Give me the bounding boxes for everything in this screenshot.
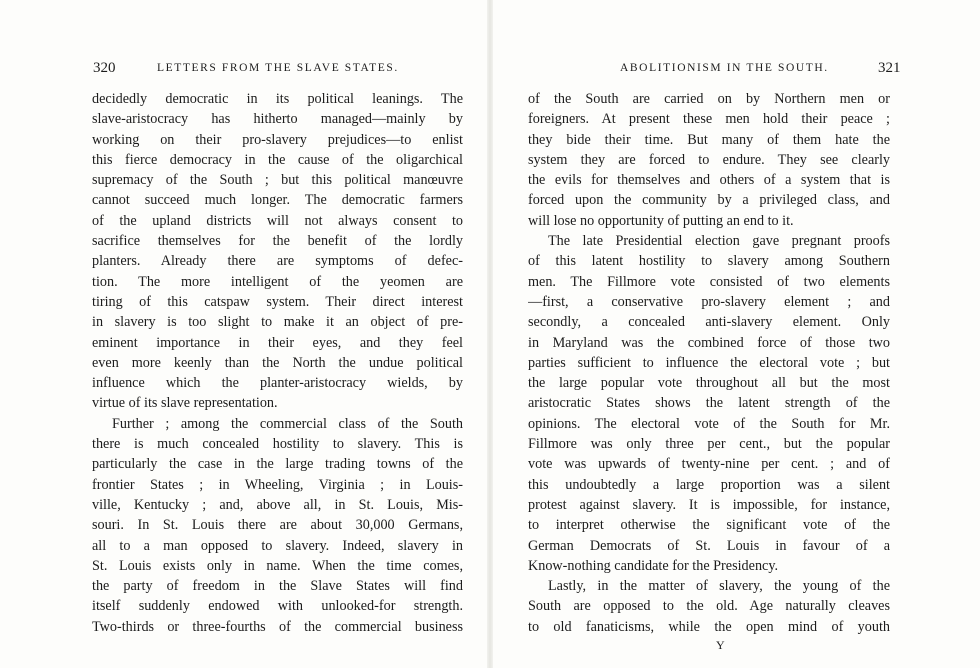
- text-line: this fierce democracy in the cause of the oligarchical: [92, 151, 463, 168]
- text-line: all to a man opposed to slavery. Indeed, slavery in: [92, 537, 463, 554]
- text-line: German Democrats of St. Louis in favour of a: [528, 537, 890, 554]
- text-line: will lose no opportunity of putting an end to it.: [528, 212, 794, 229]
- text-line: Further ; among the commercial class of the South: [112, 415, 463, 432]
- text-line: sacrifice themselves for the benefit of the lordly: [92, 233, 463, 250]
- text-line: decidedly democratic in its political leanings. The: [92, 91, 463, 107]
- text-line: secondly, a concealed anti-slavery element. Only: [528, 314, 890, 331]
- text-line: souri. In St. Louis there are about 30,000 Germans,: [92, 517, 463, 534]
- text-line: of the upland districts will not always consent to: [92, 212, 463, 229]
- text-line: tion. The more intelligent of the yeomen are: [92, 273, 463, 290]
- text-line: to old fanaticisms, while the open mind of youth: [528, 618, 890, 635]
- right-page: [490, 0, 980, 668]
- text-line: —first, a conservative pro-slavery element ; and: [528, 293, 890, 310]
- text-line: there is much concealed hostility to slavery. This is: [92, 436, 463, 453]
- text-line: opinions. The electoral vote of the South for Mr.: [528, 415, 890, 432]
- page-number: 321: [878, 60, 901, 76]
- running-head: ABOLITIONISM IN THE SOUTH.: [620, 62, 829, 74]
- text-line: South are opposed to the old. Age naturally cleaves: [528, 598, 890, 615]
- text-line: tiring of this catspaw system. Their direct interest: [92, 293, 463, 310]
- text-line: system they are forced to endure. They see clearly: [528, 151, 890, 168]
- text-line: influence which the planter-aristocracy wields, by: [92, 375, 463, 392]
- text-line: to interpret otherwise the significant vote of the: [528, 517, 890, 534]
- text-line: in slavery is too slight to make it an object of pre-: [92, 314, 463, 331]
- text-line: even more keenly than the North the undue political: [92, 354, 463, 371]
- text-line: in Maryland was the combined force of those two: [528, 334, 890, 351]
- text-line: parties sufficient to influence the electoral vote ; but: [528, 354, 890, 371]
- text-line: Two-thirds or three-fourths of the commercial business: [92, 618, 463, 635]
- text-line: aristocratic States shows the latent strength of the: [528, 395, 890, 412]
- text-line: the large popular vote throughout all but the most: [528, 375, 890, 392]
- text-line: men. The Fillmore vote consisted of two elements: [528, 273, 890, 290]
- text-line: working on their pro-slavery prejudices—to enlist: [92, 131, 463, 148]
- text-line: Know-nothing candidate for the Presidency.: [528, 557, 779, 574]
- text-line: The late Presidential election gave pregnant proofs: [548, 233, 890, 250]
- body-text: [528, 89, 890, 637]
- text-line: the evils for themselves and others of a system that is: [528, 172, 890, 189]
- body-text: [92, 89, 463, 637]
- text-line: cannot succeed much longer. The democratic farmers: [92, 192, 463, 209]
- text-line: slave-aristocracy has hitherto managed—mainly by: [92, 111, 463, 128]
- page-number: 320: [93, 60, 116, 76]
- text-line: this undoubtedly a large proportion was a silent: [528, 476, 890, 493]
- text-line: forced upon the community by a privileged class, and: [528, 192, 890, 209]
- running-head: LETTERS FROM THE SLAVE STATES.: [157, 62, 399, 74]
- text-line: planters. Already there are symptoms of defec-: [92, 253, 463, 270]
- text-line: Fillmore was only three per cent., but the popular: [528, 436, 890, 453]
- text-line: protest against slavery. It is impossible, for instance,: [528, 496, 890, 513]
- text-line: they bide their time. But many of them hate the: [528, 131, 890, 148]
- text-line: particularly the case in the large trading towns of the: [92, 456, 463, 473]
- text-line: foreigners. At present these men hold their peace ;: [528, 111, 890, 128]
- text-line: itself suddenly endowed with unlooked-for strength.: [92, 598, 463, 615]
- text-line: of the South are carried on by Northern men or: [528, 91, 890, 107]
- text-line: virtue of its slave representation.: [92, 395, 278, 412]
- signature-mark: Y: [716, 638, 725, 652]
- text-line: ville, Kentucky ; and, above all, in St. Louis, Mis-: [92, 496, 463, 513]
- text-line: eminent importance in their eyes, and they feel: [92, 334, 463, 351]
- text-line: frontier States ; in Wheeling, Virginia ; in Louis-: [92, 476, 463, 493]
- text-line: of this latent hostility to slavery among Southern: [528, 253, 890, 270]
- text-line: supremacy of the South ; but this political manœuvre: [92, 172, 463, 189]
- text-line: St. Louis exists only in name. When the time comes,: [92, 557, 463, 574]
- text-line: Lastly, in the matter of slavery, the young of the: [548, 578, 890, 595]
- text-line: the party of freedom in the Slave States will find: [92, 578, 463, 595]
- text-line: vote was upwards of twenty-nine per cent. ; and of: [528, 456, 890, 473]
